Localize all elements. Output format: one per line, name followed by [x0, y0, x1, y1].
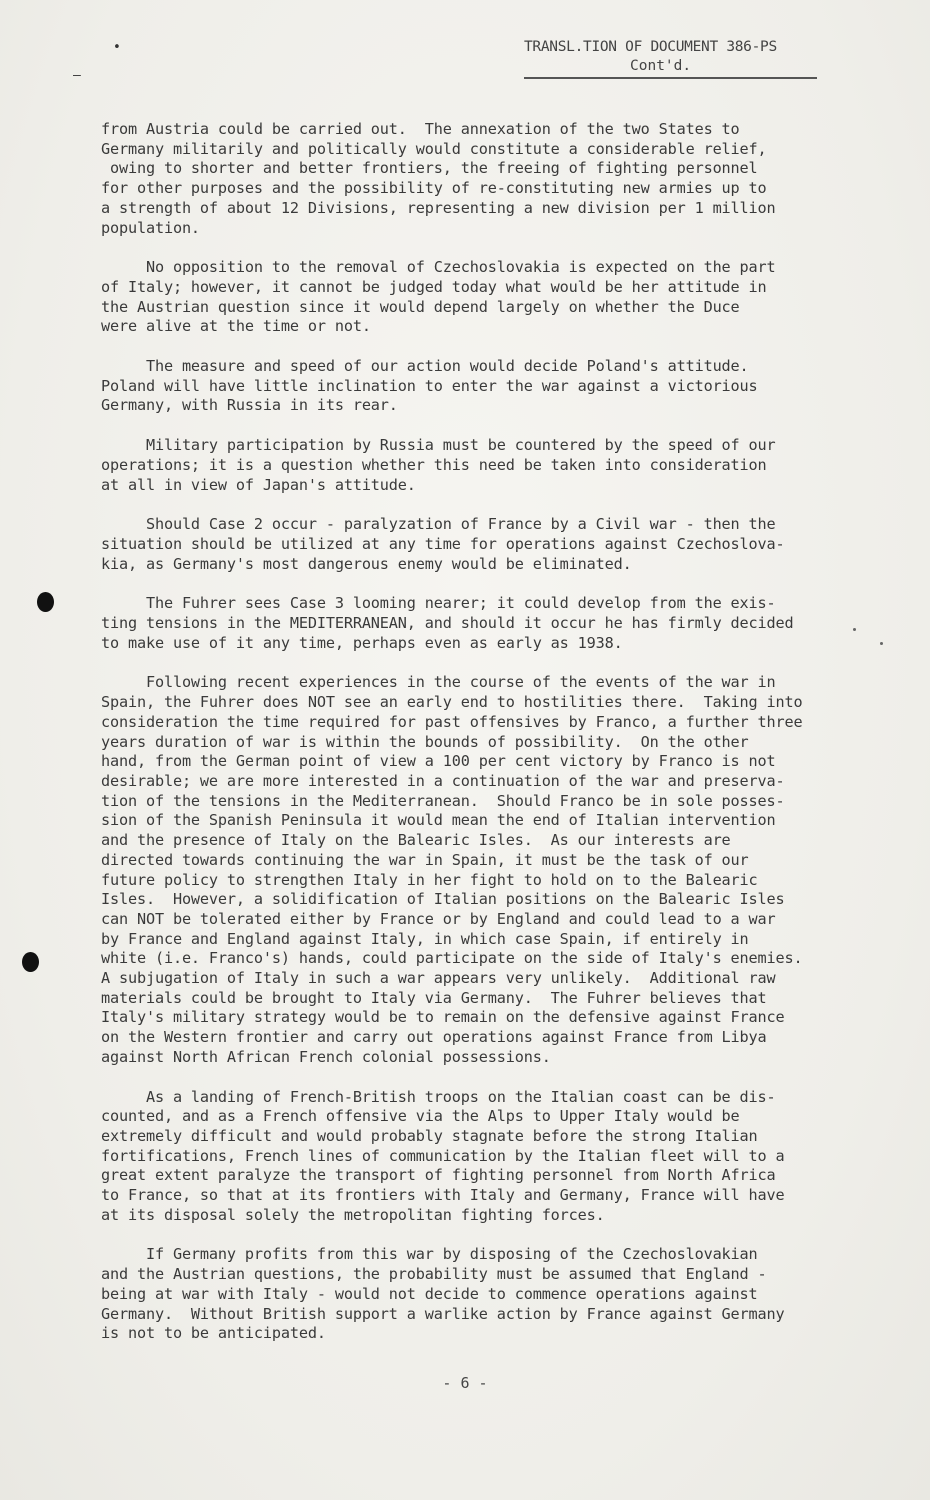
speck-mark-icon	[853, 628, 856, 631]
pencil-mark-icon: •	[113, 40, 121, 55]
paragraph: If Germany profits from this war by disposing of the Czechoslovakian and the Austrian questions, the probability must be assumed that England - being at war with Italy - would not decide to commence operations against Germany. Without British support a warlike action by France against Germany is not to be anticipated.	[101, 1245, 785, 1343]
paragraph: Should Case 2 occur - paralyzation of France by a Civil war - then the situation should be utilized at any time for operations against Czechoslova- kia, as Germany's most dangerous enemy would be eliminated.	[101, 515, 785, 573]
pencil-mark-icon: –	[73, 68, 81, 83]
continued-label: Cont'd.	[630, 58, 692, 74]
document-title: TRANSL.TION OF DOCUMENT 386-PS	[524, 39, 777, 55]
paragraph: No opposition to the removal of Czechoslovakia is expected on the part of Italy; however, it cannot be judged today what would be her attitude in the Austrian question since it would depend largely on whether the Duce were alive at the time or not.	[101, 258, 776, 336]
paragraph: Military participation by Russia must be countered by the speed of our operations; it is a question whether this need be taken into consideration at all in view of Japan's attitude.	[101, 436, 776, 494]
page-number: - 6 -	[442, 1374, 488, 1392]
punch-hole-icon	[37, 592, 54, 612]
paragraph: from Austria could be carried out. The annexation of the two States to Germany militarily and politically would constitute a considerable relief, owing to shorter and better frontiers, the freeing of fighting personnel for other purposes and the possibility of re-constituting new armies up to a strength of about 12 Divisions, representing a new division per 1 million population.	[101, 120, 776, 237]
paragraph: The measure and speed of our action would decide Poland's attitude. Poland will have little inclination to enter the war against a victorious Germany, with Russia in its rear.	[101, 357, 758, 415]
speck-mark-icon	[880, 642, 883, 645]
paragraph: As a landing of French-British troops on the Italian coast can be dis- counted, and as a French offensive via the Alps to Upper Italy would be extremely difficult and would probably stagnate before the strong Italian fortifications, French lines of communication by the Italian fleet will to a great extent paralyze the transport of fighting personnel from North Africa to France, so that at its frontiers with Italy and Germany, France will have at its disposal solely the metropolitan fighting forces.	[101, 1087, 785, 1224]
punch-hole-icon	[22, 952, 39, 972]
document-body	[101, 120, 851, 1344]
document-header	[524, 38, 816, 76]
paragraph: The Fuhrer sees Case 3 looming nearer; it could develop from the exis- ting tensions in the MEDITERRANEAN, and should it occur he has firmly decided to make use of it any time, perhaps even as early as 1938.	[101, 594, 794, 652]
paragraph: Following recent experiences in the course of the events of the war in Spain, the Fuhrer does NOT see an early end to hostilities there. Taking into consideration the time required for past offensives by Franco, a further three years duration of war is within the bounds of possibility. On the other hand, from the German point of view a 100 per cent victory by Franco is not desirable; we are more interested in a continuation of the war and preserva- tion of the tensions in the Mediterranean. Should Franco be in sole posses- sion of the Spanish Peninsula it would mean the end of Italian intervention and the presence of Italy on the Balearic Isles. As our interests are directed towards continuing the war in Spain, it must be the task of our future policy to strengthen Italy in her fight to hold on to the Balearic Isles. However, a solidification of Italian positions on the Balearic Isles can NOT be tolerated either by France or by England and could lead to a war by France and England against Italy, in which case Spain, if entirely in white (i.e. Franco's) hands, could participate on the side of Italy's enemies. A subjugation of Italy in such a war appears very unlikely. Additional raw materials could be brought to Italy via Germany. The Fuhrer believes that Italy's military strategy would be to remain on the defensive against France on the Western frontier and carry out operations against France from Libya against North African French colonial possessions.	[101, 673, 803, 1066]
header-rule	[524, 77, 817, 79]
